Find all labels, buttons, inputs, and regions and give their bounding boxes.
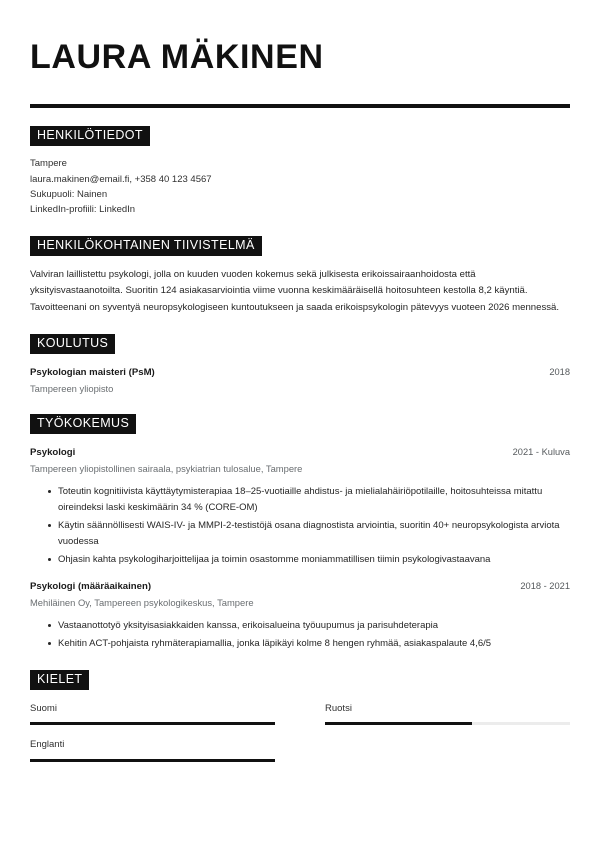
experience-job-title: Psykologi (määräaikainen) <box>30 581 152 593</box>
section-heading-languages: KIELET <box>30 670 89 690</box>
section-heading-personal-details: HENKILÖTIEDOT <box>30 126 150 146</box>
experience-bullet: Käytin säännöllisesti WAIS-IV- ja MMPI-2-testistöjä osana diagnostista arviointia, suoritin 40+ neuropsykologista arviota vuodessa <box>48 518 570 550</box>
experience-entry <box>30 446 570 568</box>
language-item <box>325 702 570 725</box>
education-date: 2018 <box>549 367 570 378</box>
experience-bullet: Toteutin kognitiivista käyttäytymisterapiaa 18–25-vuotiaille ahdistus- ja mielialahäiriöpotilaille, hoitosuhteissa mitattu oireindeksi laski keskimäärin 34 % (CORE-OM) <box>48 484 570 516</box>
experience-employer: Mehiläinen Oy, Tampereen psykologikeskus, Tampere <box>30 596 254 608</box>
experience-entry-header <box>30 446 570 460</box>
language-name: Englanti <box>30 739 65 751</box>
language-item <box>30 738 275 761</box>
section-summary <box>30 236 570 317</box>
section-heading-summary: HENKILÖKOHTAINEN TIIVISTELMÄ <box>30 236 262 256</box>
language-level-track <box>30 722 275 725</box>
experience-entry <box>30 580 570 652</box>
experience-bullet-list <box>30 484 570 568</box>
section-heading-experience: TYÖKOKEMUS <box>30 414 136 434</box>
experience-job-title: Psykologi <box>30 447 76 459</box>
section-experience <box>30 414 570 652</box>
experience-employer: Tampereen yliopistollinen sairaala, psykiatrian tulosalue, Tampere <box>30 462 303 474</box>
education-entry-header <box>30 366 570 380</box>
education-entry <box>30 366 570 396</box>
experience-entry-header <box>30 580 570 594</box>
language-name: Suomi <box>30 703 57 715</box>
language-level-track <box>30 759 275 762</box>
section-personal-details <box>30 126 570 218</box>
language-item <box>30 702 275 725</box>
language-name: Ruotsi <box>325 703 352 715</box>
contact-gender: Sukupuoli: Nainen <box>30 188 108 200</box>
header-divider <box>30 104 570 108</box>
contact-linkedin: LinkedIn-profiili: LinkedIn <box>30 204 136 216</box>
education-degree: Psykologian maisteri (PsM) <box>30 367 155 379</box>
language-level-fill <box>325 722 472 725</box>
language-level-track <box>325 722 570 725</box>
language-grid <box>30 702 570 762</box>
experience-bullet: Kehitin ACT-pohjaista ryhmäterapiamallia, jonka läpikäyi kolme 8 hengen ryhmää, asiakaspalaute 4,6/5 <box>48 636 570 652</box>
experience-date: 2018 - 2021 <box>520 581 570 592</box>
contact-details-block <box>30 156 570 218</box>
education-institution: Tampereen yliopisto <box>30 382 114 394</box>
candidate-name: LAURA MÄKINEN <box>30 38 324 76</box>
language-level-fill <box>30 722 275 725</box>
section-languages <box>30 670 570 762</box>
experience-bullet: Vastaanottotyö yksityisasiakkaiden kanssa, erikoisalueina työuupumus ja parisuhdeterapia <box>48 618 570 634</box>
experience-date: 2021 - Kuluva <box>512 447 570 458</box>
contact-location: Tampere <box>30 158 67 170</box>
experience-bullet: Ohjasin kahta psykologiharjoittelijaa ja toimin osastomme moniammatillisen tiimin psykologivastaavana <box>48 552 570 568</box>
section-education <box>30 334 570 396</box>
contact-email-phone: laura.makinen@email.fi, +358 40 123 4567 <box>30 173 212 185</box>
section-heading-education: KOULUTUS <box>30 334 115 354</box>
language-level-fill <box>30 759 275 762</box>
experience-bullet-list <box>30 618 570 652</box>
summary-text: Valviran laillistettu psykologi, jolla on kuuden vuoden kokemus sekä julkisesta erikoissairaanhoidosta että yksityisvastaanotoilta. Suoritin 124 asiakasarviointia viime vuonna keskimääräisellä hoitosuhteen kestolla 8,2 käyntiä. Tavoitteenani on syventyä neuropsykologiseen kuntoutukseen ja saada erikoispsykologin pätevyys vuoteen 2026 mennessä. <box>30 268 560 313</box>
